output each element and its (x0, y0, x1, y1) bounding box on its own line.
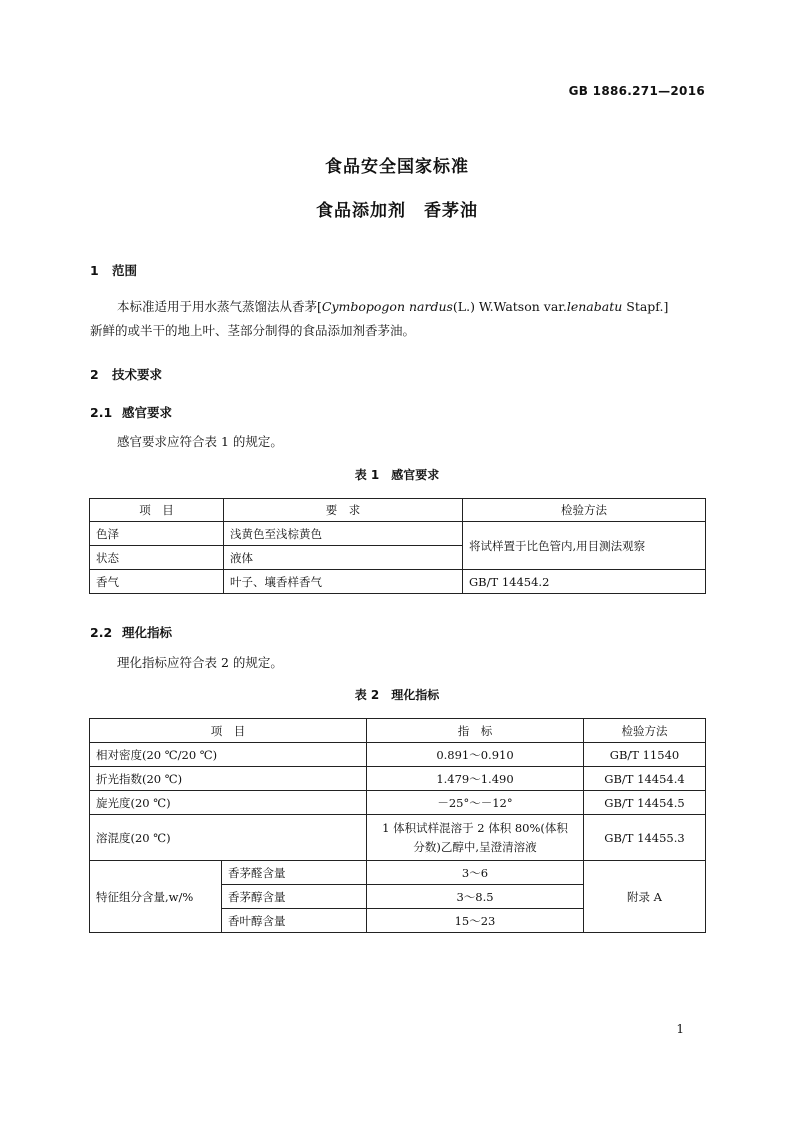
column-header: 检验方法 (584, 719, 706, 743)
table-header-row (90, 719, 706, 743)
table2-caption (0, 686, 794, 703)
table-header-row (90, 499, 706, 522)
section-number: 2.2 (90, 625, 113, 640)
method-cell: 将试样置于比色管内,用目测法观察 (463, 522, 706, 570)
table-row (90, 791, 706, 815)
method-cell: 附录 A (584, 861, 706, 933)
item-cell: 色泽 (90, 522, 224, 546)
value-cell: 0.891～0.910 (367, 743, 584, 767)
caption-number: 表 2 (354, 688, 380, 702)
column-header: 检验方法 (463, 499, 706, 522)
caption-title: 感官要求 (391, 468, 440, 482)
section-title: 理化指标 (122, 625, 173, 640)
value-cell: 1 体积试样混溶于 2 体积 80%(体积分数)乙醇中,呈澄清溶液 (367, 815, 584, 861)
method-cell: GB/T 11540 (584, 743, 706, 767)
sensory-intro: 感官要求应符合表 1 的规定。 (117, 434, 283, 449)
table-row (90, 522, 706, 546)
section-heading-technical (90, 365, 162, 383)
column-header: 要 求 (224, 499, 463, 522)
scope-text: (L.) W.Watson var. (452, 299, 567, 314)
section-number: 2.1 (90, 405, 113, 420)
section-heading-physicochemical (90, 623, 172, 641)
section-number: 1 (90, 263, 99, 278)
item-cell: 状态 (90, 546, 224, 570)
requirement-cell: 液体 (224, 546, 463, 570)
caption-title: 理化指标 (391, 688, 440, 702)
caption-number: 表 1 (354, 468, 380, 482)
table-row (90, 570, 706, 594)
table-row (90, 861, 706, 885)
page-number: 1 (676, 1022, 684, 1036)
document-subtitle: 食品添加剂 香茅油 (316, 201, 478, 221)
scope-paragraph (90, 295, 705, 343)
item-cell: 旋光度(20 ℃) (90, 791, 367, 815)
item-cell: 折光指数(20 ℃) (90, 767, 367, 791)
section-number: 2 (90, 367, 99, 382)
sensory-table (89, 498, 706, 594)
method-cell: GB/T 14454.5 (584, 791, 706, 815)
value-cell: 3～8.5 (367, 885, 584, 909)
variety-name: lenabatu (566, 299, 623, 314)
physicochemical-table (89, 718, 706, 933)
characteristic-label-cell: 特征组分含量,w/% (90, 861, 222, 933)
item-cell: 溶混度(20 ℃) (90, 815, 367, 861)
component-name-cell: 香茅醛含量 (222, 861, 367, 885)
method-cell: GB/T 14454.2 (463, 570, 706, 594)
table-row (90, 767, 706, 791)
species-name: Cymbopogon nardus (321, 299, 453, 314)
document-title: 食品安全国家标准 (325, 157, 469, 177)
table1-caption (0, 466, 794, 483)
value-cell: －25°～－12° (367, 791, 584, 815)
standard-number: GB 1886.271—2016 (568, 84, 705, 98)
requirement-cell: 叶子、壤香样香气 (224, 570, 463, 594)
scope-line-2: 新鲜的或半干的地上叶、茎部分制得的食品添加剂香茅油。 (90, 323, 416, 338)
section-title: 感官要求 (122, 405, 173, 420)
component-name-cell: 香茅醇含量 (222, 885, 367, 909)
column-header: 项 目 (90, 499, 224, 522)
method-cell: GB/T 14455.3 (584, 815, 706, 861)
column-header: 指 标 (367, 719, 584, 743)
item-cell: 相对密度(20 ℃/20 ℃) (90, 743, 367, 767)
section-title: 技术要求 (112, 367, 163, 382)
scope-text: Stapf.] (622, 299, 669, 314)
scope-line-1 (90, 295, 705, 319)
section-heading-scope (90, 261, 137, 279)
column-header: 项 目 (90, 719, 367, 743)
requirement-cell: 浅黄色至浅棕黄色 (224, 522, 463, 546)
value-cell: 15～23 (367, 909, 584, 933)
value-cell: 1.479～1.490 (367, 767, 584, 791)
component-name-cell: 香叶醇含量 (222, 909, 367, 933)
physicochemical-intro: 理化指标应符合表 2 的规定。 (117, 655, 283, 670)
table-row (90, 743, 706, 767)
item-cell: 香气 (90, 570, 224, 594)
table-row (90, 815, 706, 861)
section-heading-sensory (90, 403, 172, 421)
scope-text: 本标准适用于用水蒸气蒸馏法从香茅[ (117, 299, 322, 314)
method-cell: GB/T 14454.4 (584, 767, 706, 791)
section-title: 范围 (112, 263, 138, 278)
value-cell: 3～6 (367, 861, 584, 885)
